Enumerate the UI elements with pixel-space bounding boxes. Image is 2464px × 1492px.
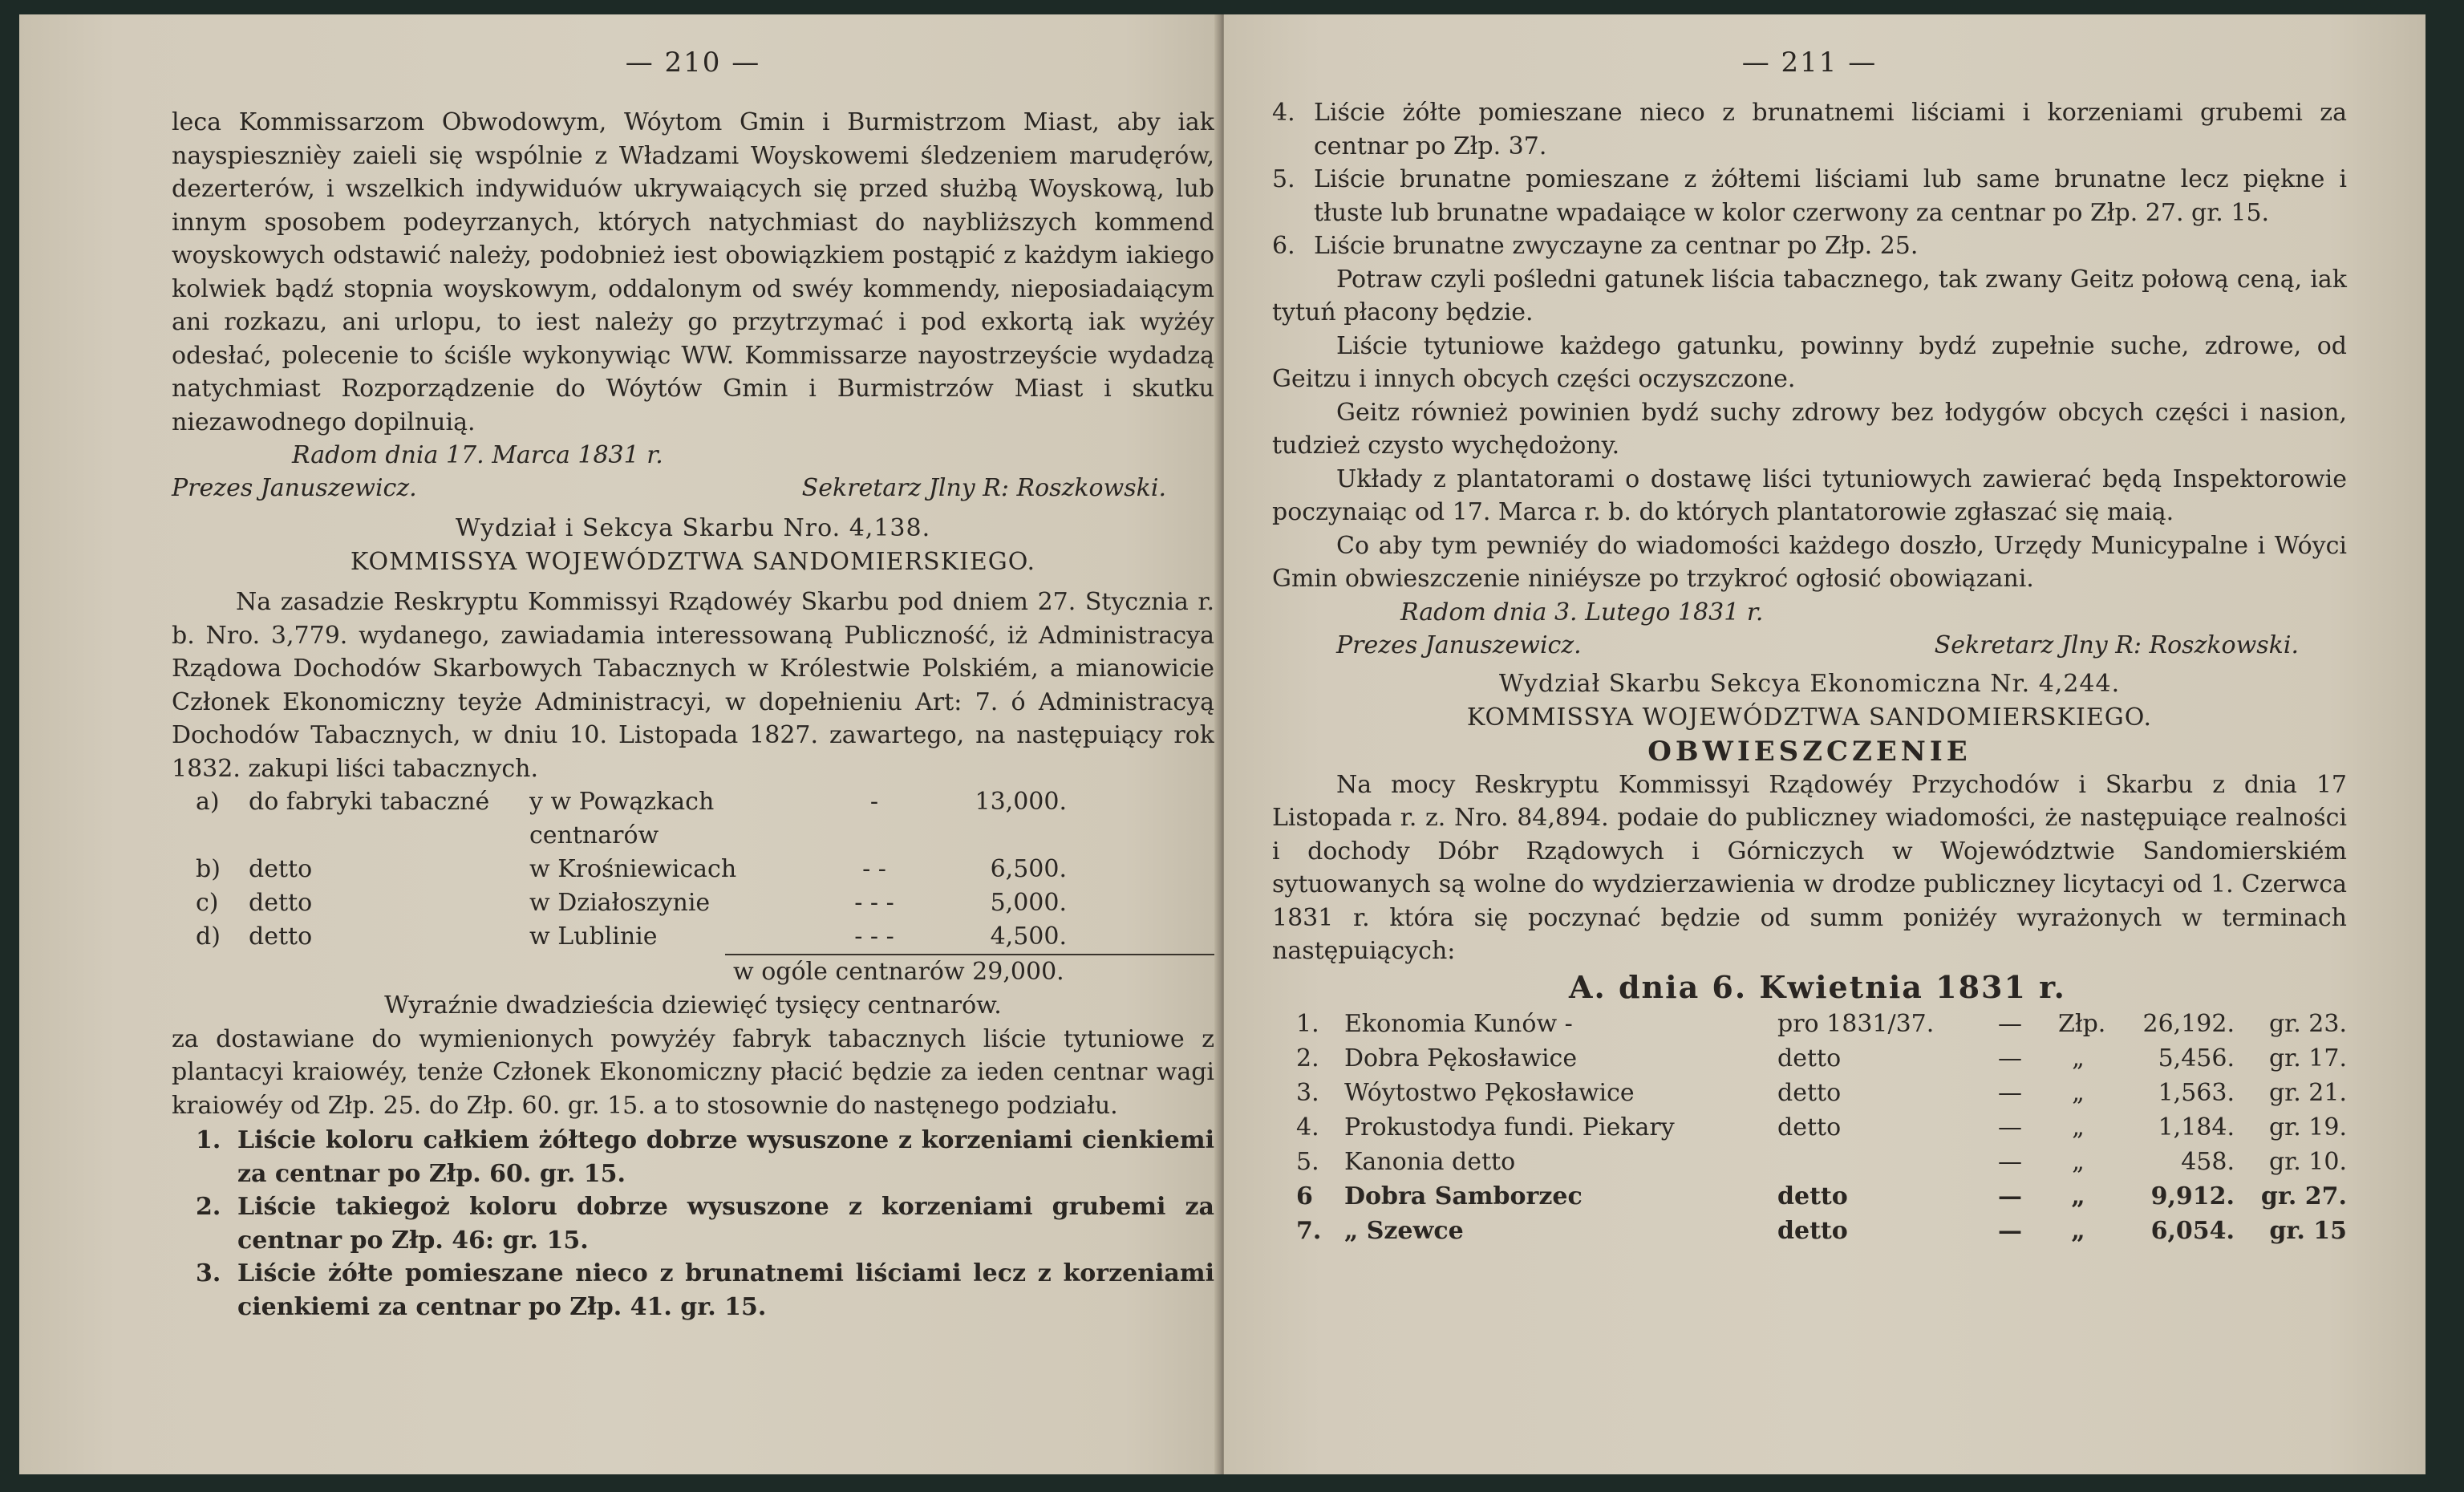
table-row: 6 Dobra Samborzec detto — „ 9,912. gr. 27. — [1296, 1182, 2347, 1210]
table-row: 2. Dobra Pękosławice detto — „ 5,456. gr. 17. — [1296, 1044, 2347, 1072]
paragraph: Co aby tym pewniéy do wiadomości każdego doszło, Urzędy Municypalne i Wóyci Gmin obwieszczenie niniéysze po trzykroć ogłosić obowiązani. — [1272, 531, 2347, 593]
table-row: 5. Kanonia detto — „ 458. gr. 10. — [1296, 1147, 2347, 1176]
table-row: 7. „ Szewce detto — „ 6,054. gr. 15 — [1296, 1216, 2347, 1245]
paragraph: Potraw czyli pośledni gatunek liścia tabacznego, tak zwany Geitz połową ceną, iak tytuń płacony będzie. — [1272, 265, 2347, 326]
paragraph: Geitz również powinien bydź suchy zdrowy bez łodygów obcych części i nasion, tudzież czysto wychędożony. — [1272, 398, 2347, 460]
paragraph: Na mocy Reskryptu Kommissyi Rządowéy Przychodów i Skarbu z dnia 17 Listopada r. z. Nro. 84,894. podaie do publiczney wiadomości, że następuiące realności i dochody Dóbr Rządowych i Górniczych w Województwie Sandomierskiém sytuowanych są wolne do wydzierzawienia w drodze publiczney licytacyi od 1. Czerwca 1831 r. która się poczynać będzie od summ poniżéy wyrażonych w terminach następuiących: — [1272, 770, 2347, 965]
left-page-content — [172, 47, 1214, 1324]
list-item: 1. Liście koloru całkiem żółtego dobrze wysuszone z korzeniami cienkiemi za centnar po Złp. 60. gr. 15. — [196, 1126, 1214, 1188]
date-line: Radom dnia 3. Lutego 1831 r. — [1400, 598, 1764, 626]
signature-president: Prezes Januszewicz. — [1336, 630, 1582, 659]
total-line: w ogóle centnarów 29,000. — [733, 958, 1064, 986]
right-page — [1224, 14, 2426, 1474]
date-line: Radom dnia 17. Marca 1831 r. — [292, 441, 663, 469]
total-in-words: Wyraźnie dwadzieścia dziewięć tysięcy centnarów. — [384, 991, 1002, 1020]
table-row: d) detto w Lublinie - - - 4,500. — [196, 922, 1067, 951]
page-number: — 210 — — [625, 47, 761, 79]
commission-heading: KOMMISSYA WOJEWÓDZTWA SANDOMIERSKIEGO. — [1466, 703, 2153, 732]
commission-heading: KOMMISSYA WOJEWÓDZTWA SANDOMIERSKIEGO. — [350, 548, 1036, 576]
list-item: 6. Liście brunatne zwyczayne za centnar po Złp. 25. — [1272, 232, 1919, 260]
table-row: a) do fabryki tabaczné y w Powązkach centnarów - 13,000. — [196, 788, 1067, 849]
signature-secretary: Sekretarz Jlny R: Roszkowski. — [801, 474, 1166, 502]
paragraph: Na zasadzie Reskryptu Kommissyi Rządowéy Skarbu pod dniem 27. Stycznia r. b. Nro. 3,779. wydanego, zawiadamia interessowaną Publiczność, iż Administracya Rządowa Dochodów Skarbowych Tabacznych w Królestwie Polskiém, a mianowicie Członek Ekonomiczny teyże Administracyi, w dopełnieniu Art: 7. ó Administracyą Dochodów Tabacznych, w dniu 10. Listopada 1827. zawartego, na następuiący rok 1832. zakupi liści tabacznych. — [172, 588, 1214, 783]
page-number: — 211 — — [1741, 47, 1878, 79]
table-row: 1. Ekonomia Kunów - pro 1831/37. — Złp. 26,192. gr. 23. — [1296, 1009, 2347, 1038]
signature-president: Prezes Januszewicz. — [172, 474, 417, 502]
department-heading: Wydział i Sekcya Skarbu Nro. 4,138. — [455, 514, 931, 542]
book-spread — [19, 14, 2426, 1474]
signature-row — [172, 472, 1214, 505]
table-row: b) detto w Krośniewicach - - 6,500. — [196, 855, 1067, 883]
paragraph: za dostawiane do wymienionych powyżéy fabryk tabacznych liście tytuniowe z plantacyi kraiowéy, tenże Członek Ekonomiczny płacić będzie za ieden centnar wagi kraiowéy od Złp. 25. do Złp. 60. gr. 15. a to stosownie do nastęnego podziału. — [172, 1024, 1214, 1120]
notice-heading: OBWIESZCZENIE — [1647, 735, 1972, 768]
paragraph: Liście tytuniowe każdego gatunku, powinny bydź zupełnie suche, zdrowe, od Geitzu i innych obcych części oczyszczone. — [1272, 331, 2347, 393]
list-item: 4. Liście żółte pomieszane nieco z brunatnemi liściami i korzeniami grubemi za centnar po Złp. 37. — [1272, 99, 2347, 160]
right-page-content — [1272, 47, 2347, 1248]
list-item: 5. Liście brunatne pomieszane z żółtemi liściami lub same brunatne lecz piękne i tłuste lub brunatne wpadaiące w kolor czerwony za centnar po Złp. 27. gr. 15. — [1272, 165, 2347, 227]
price-list — [1272, 96, 2347, 263]
list-item: 2. Liście takiegoż koloru dobrze wysuszone z korzeniami grubemi za centnar po Złp. 46: gr. 15. — [196, 1193, 1214, 1255]
estate-table — [1272, 1007, 2347, 1248]
signature-secretary: Sekretarz Jlny R: Roszkowski. — [1934, 630, 2299, 659]
list-item: 3. Liście żółte pomieszane nieco z brunatnemi liściami lecz z korzeniami cienkiemi za centnar po Złp. 41. gr. 15. — [196, 1259, 1214, 1321]
left-page — [19, 14, 1221, 1474]
paragraph: Układy z plantatorami o dostawę liści tytuniowych zawierać będą Inspektorowie poczynaiąc od 17. Marca r. b. do których plantatorowie zgłaszać się maią. — [1272, 464, 2347, 526]
paragraph: leca Kommissarzom Obwodowym, Wóytom Gmin i Burmistrzom Miast, aby iak nayspiesznièy zaieli się wspólnie z Władzami Woyskowemi śledzeniem marudęrów, dezerterów, i wszelkich indywiduów ukrywaiących się przed służbą Woyskową, lub innym sposobem podeyrzanych, których natychmiast do naybliższych kommend woyskowych odstawić należy, podobnież iest obowiązkiem postąpić z każdym iakiego kolwiek bądź stopnia woyskowym, oddalonym od swéy kommendy, nieposiadaiącym ani rozkazu, ani urlopu, to iest należy go przytrzymać i pod exkortą iak wyżéy odesłać, polecenie to ściśle wykonywiąc WW. Kommissarze nayostrzeyście wydadzą natychmiast Rozporządzenie do Wóytów Gmin i Burmistrzów Miast i skutku niezawodnego dopilnuią. — [172, 108, 1214, 436]
section-heading: A. dnia 6. Kwietnia 1831 r. — [1569, 968, 2066, 1005]
department-heading: Wydział Skarbu Sekcya Ekonomiczna Nr. 4,244. — [1498, 669, 2121, 698]
signature-row — [1272, 629, 2347, 663]
factory-table — [172, 785, 1214, 954]
table-row: c) detto w Działoszynie - - - 5,000. — [196, 889, 1067, 917]
table-row: 3. Wóytostwo Pękosławice detto — „ 1,563. gr. 21. — [1296, 1078, 2347, 1107]
table-row: 4. Prokustodya fundi. Piekary detto — „ 1,184. gr. 19. — [1296, 1113, 2347, 1141]
price-list — [172, 1124, 1214, 1324]
